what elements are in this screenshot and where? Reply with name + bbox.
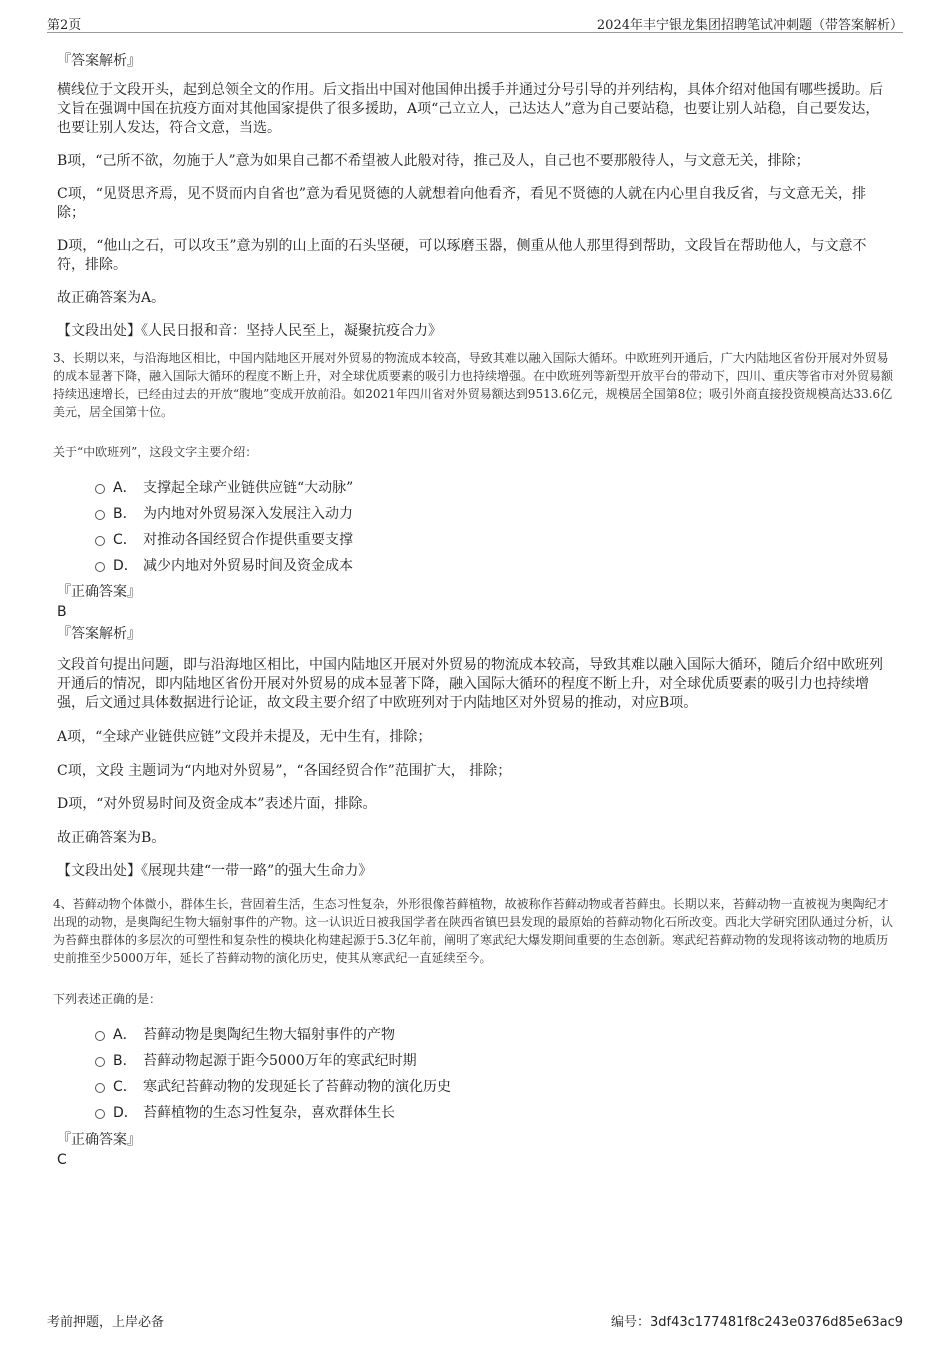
q3-source: 【文段出处】《展现共建“一带一路”的强大生命力》: [57, 863, 373, 879]
radio-button[interactable]: [95, 510, 105, 520]
radio-button[interactable]: [95, 1109, 105, 1119]
q3-answer: B: [57, 604, 67, 620]
document-title: 2024年丰宁银龙集团招聘笔试冲刺题（带答案解析）: [596, 18, 903, 33]
q3-answer-label: 『正确答案』: [57, 584, 141, 600]
q3-analysis-p1: 文段首句提出问题，即与沿海地区相比，中国内陆地区开展对外贸易的物流成本较高，导致其难以融入国际大循环，随后介绍中欧班列开通后的情况，即内陆地区省份开展对外贸易的成本显著下降，融入国际大循环的程度不断上升，对全球优质要素的吸引力也持续增强，后文通过具体数据进行论证，故文段主要介绍了中欧班列对于内陆地区对外贸易的推动，对应B项。: [57, 657, 883, 711]
q2-analysis-p2: B项，“己所不欲，勿施于人”意为如果自己都不希望被人此般对待，推己及人，自己也不要那般待人，与文意无关，排除；: [57, 153, 810, 169]
radio-button[interactable]: [95, 1083, 105, 1093]
radio-button[interactable]: [95, 562, 105, 572]
q2-analysis-p4: D项，“他山之石，可以攻玉”意为别的山上面的石头坚硬，可以琢磨玉器，侧重从他人那里得到帮助，文段旨在帮助他人，与文意不符，排除。: [57, 238, 867, 273]
q3-option-d[interactable]: D． 减少内地对外贸易时间及资金成本: [95, 557, 353, 575]
q4-stem: 4、苔藓动物个体微小，群体生长，营固着生活，生态习性复杂，外形很像苔藓植物，故被称作苔藓动物或者苔藓虫。长期以来，苔藓动物一直被视为奥陶纪才出现的动物，是奥陶纪生物大辐射事件的产物。这一认识近日被我国学者在陕西省镇巴县发现的最原始的苔藓动物化石所改变。西北大学研究团队通过分析，认为苔藓虫群体的多层次的可塑性和复杂性的模块化构建起源于5.3亿年前，阐明了寒武纪大爆发期间重要的生态创新。寒武纪苔藓动物的发现将该动物的地质历史前推至少5000万年，延长了苔藓动物的演化历史，使其从寒武纪一直延续至今。: [53, 897, 894, 965]
q3-analysis-p3: C项，文段 主题词为“内地对外贸易”，“各国经贸合作”范围扩大， 排除；: [57, 763, 512, 779]
q4-option-d[interactable]: D． 苔藓植物的生态习性复杂，喜欢群体生长: [95, 1104, 395, 1122]
q3-analysis-p4: D项，“对外贸易时间及资金成本”表述片面，排除。: [57, 796, 377, 812]
q3-option-c[interactable]: C． 对推动各国经贸合作提供重要支撑: [95, 531, 353, 549]
q3-question: 关于“中欧班列”，这段文字主要介绍：: [53, 445, 258, 459]
radio-button[interactable]: [95, 1031, 105, 1041]
q3-conclusion: 故正确答案为B。: [57, 830, 166, 846]
radio-button[interactable]: [95, 1057, 105, 1067]
q2-conclusion: 故正确答案为A。: [57, 290, 166, 306]
q4-answer-label: 『正确答案』: [57, 1132, 141, 1148]
q3-analysis-label: 『答案解析』: [57, 626, 141, 642]
q2-source: 【文段出处】《人民日报和音：坚持人民至上，凝聚抗疫合力》: [57, 323, 442, 339]
q3-analysis-p2: A项，“全球产业链供应链”文段并未提及，无中生有，排除；: [57, 729, 432, 745]
q3-stem: 3、长期以来，与沿海地区相比，中国内陆地区开展对外贸易的物流成本较高，导致其难以融入国际大循环。中欧班列开通后，广大内陆地区省份开展对外贸易的成本显著下降，融入国际大循环的程度不断上升，对全球优质要素的吸引力也持续增强。在中欧班列等新型开放平台的带动下，四川、重庆等省市对外贸易额持续迅速增长，已经由过去的开放“腹地”变成开放前沿。如2021年四川省对外贸易额达到9513.6亿元，规模居全国第8位；吸引外商直接投资规模高达33.6亿美元，居全国第十位。: [53, 351, 894, 419]
q4-option-b[interactable]: B． 苔藓动物起源于距今5000万年的寒武纪时期: [95, 1052, 417, 1070]
q4-answer: C: [57, 1152, 67, 1168]
q4-question: 下列表述正确的是：: [53, 992, 162, 1006]
page-header: [47, 12, 903, 33]
document-code: 编号：3df43c177481f8c243e0376d85e63ac9: [610, 1315, 903, 1330]
page-number: 第2页: [47, 18, 82, 33]
q2-analysis-label: 『答案解析』: [57, 53, 141, 69]
q2-analysis-p3: C项，“见贤思齐焉，见不贤而内自省也”意为看见贤德的人就想着向他看齐，看见不贤德的人就在内心里自我反省，与文意无关，排除；: [57, 186, 867, 221]
q3-option-a[interactable]: A． 支撑起全球产业链供应链“大动脉”: [95, 479, 353, 497]
q2-analysis-p1: 横线位于文段开头，起到总领全文的作用。后文指出中国对他国伸出援手并通过分号引导的并列结构，具体介绍对他国有哪些援助。后文旨在强调中国在抗疫方面对其他国家提供了很多援助，A项“己立立人，己达达人”意为自己要站稳，也要让别人站稳，自己要发达，也要让别人发达，符合文意，当选。: [57, 82, 883, 136]
radio-button[interactable]: [95, 536, 105, 546]
q4-option-a[interactable]: A． 苔藓动物是奥陶纪生物大辐射事件的产物: [95, 1026, 395, 1044]
footer-slogan: 考前押题，上岸必备: [47, 1315, 165, 1330]
q3-option-b[interactable]: B． 为内地对外贸易深入发展注入动力: [95, 505, 353, 523]
q4-option-c[interactable]: C． 寒武纪苔藓动物的发现延长了苔藓动物的演化历史: [95, 1078, 451, 1096]
radio-button[interactable]: [95, 484, 105, 494]
